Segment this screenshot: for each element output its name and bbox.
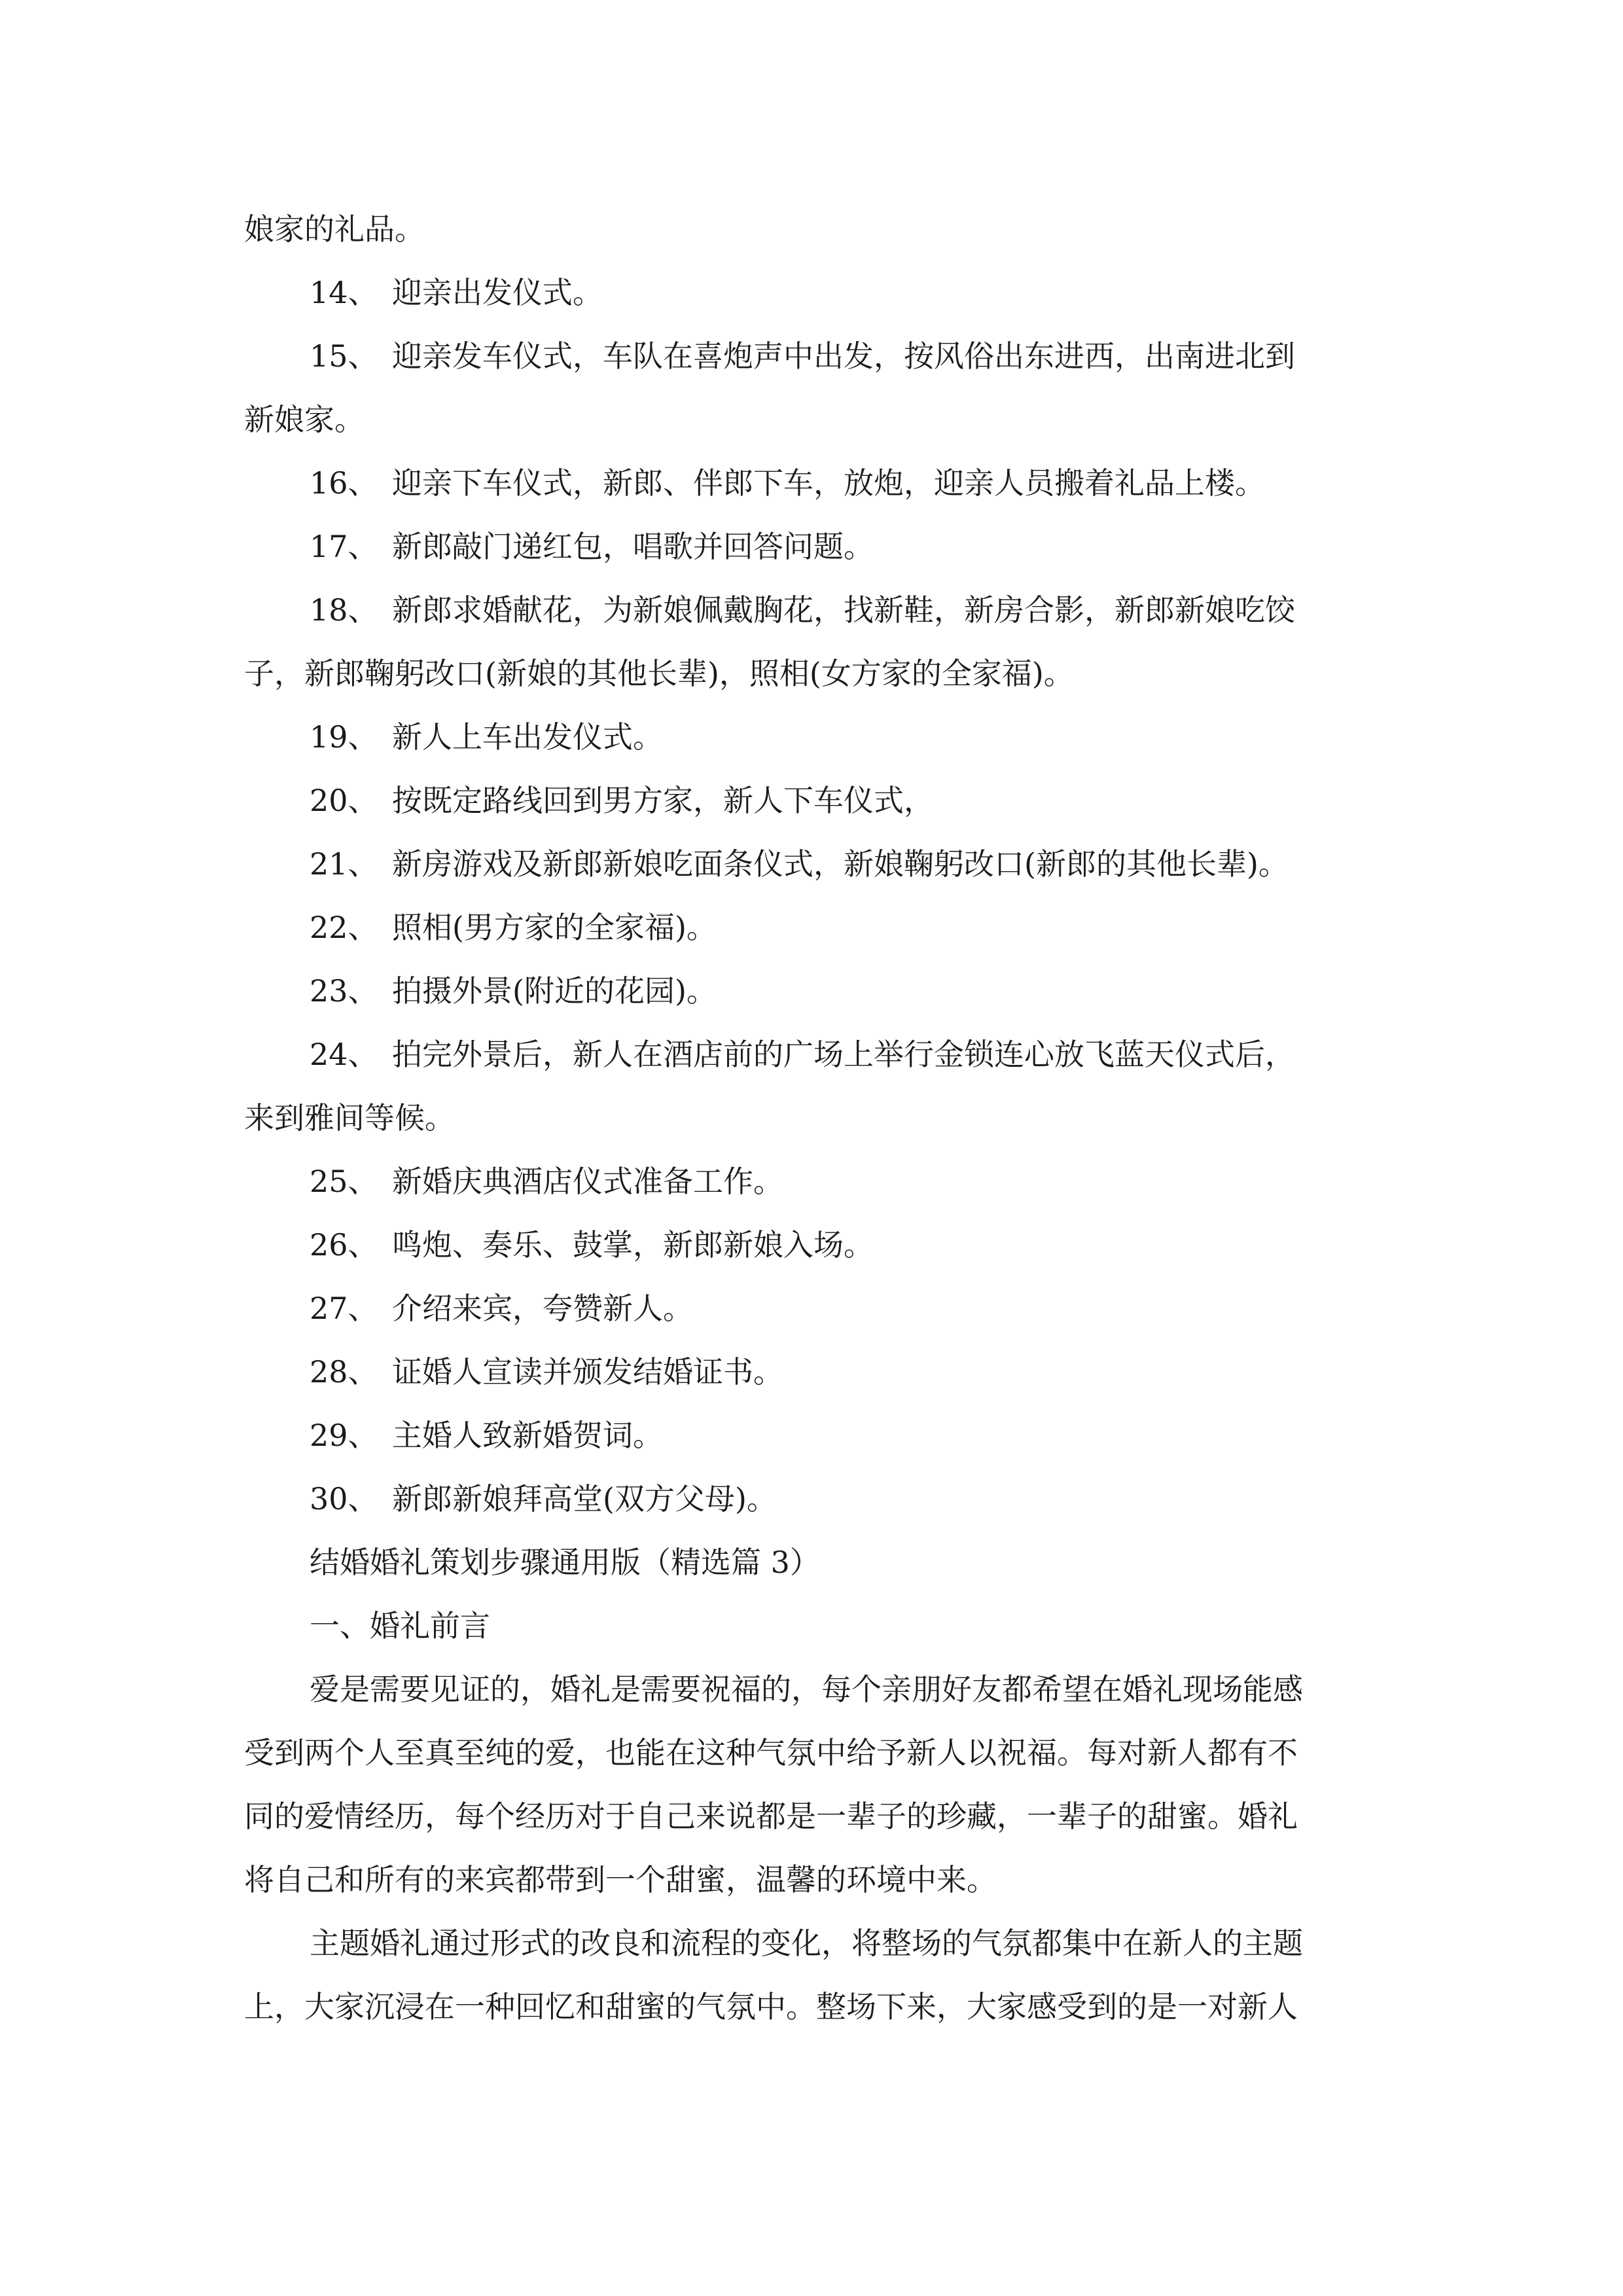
step-text: 拍完外景后，新人在酒店前的广场上举行金锁连心放飞蓝天仪式后， — [392, 1037, 1295, 1072]
step-text: 新房游戏及新郎新娘吃面条仪式，新娘鞠躬改口(新郎的其他长辈)。 — [392, 846, 1289, 882]
paragraph-line: 上，大家沉浸在一种回忆和甜蜜的气氛中。整场下来，大家感受到的是一对新人 — [244, 1989, 1298, 2024]
step-text: 迎亲发车仪式，车队在喜炮声中出发，按风俗出东进西，出南进北到 — [392, 338, 1295, 374]
step-item — [244, 833, 1380, 896]
step-text: 新人上车出发仪式。 — [392, 719, 663, 755]
step-number: 18、 — [310, 592, 378, 628]
step-item — [244, 1340, 1380, 1404]
step-number: 15、 — [310, 338, 378, 374]
step-number: 16、 — [310, 465, 378, 501]
step-number: 22、 — [310, 910, 378, 945]
document-body — [244, 198, 1380, 2039]
step-number: 28、 — [310, 1354, 378, 1390]
step-number: 29、 — [310, 1418, 378, 1453]
step-text: 新婚庆典酒店仪式准备工作。 — [392, 1164, 783, 1199]
step-text: 按既定路线回到男方家，新人下车仪式， — [392, 783, 934, 818]
step-text: 新郎新娘拜高堂(双方父母)。 — [392, 1481, 777, 1516]
preface-paragraphs — [244, 1658, 1380, 2039]
step-item-continuation — [244, 388, 1380, 452]
paragraph-line: 受到两个人至真至纯的爱，也能在这种气氛中给予新人以祝福。每对新人都有不 — [244, 1735, 1298, 1770]
step-text: 主婚人致新婚贺词。 — [392, 1418, 663, 1453]
step-text: 介绍来宾，夸赞新人。 — [392, 1291, 693, 1326]
step-item — [244, 325, 1380, 388]
step-text: 照相(男方家的全家福)。 — [392, 910, 717, 945]
step-item — [244, 1150, 1380, 1213]
step-item — [244, 896, 1380, 960]
step-number: 14、 — [310, 275, 378, 310]
step-text: 来到雅间等候。 — [244, 1100, 455, 1136]
step-item — [244, 706, 1380, 769]
step-item — [244, 769, 1380, 833]
step-text: 新郎求婚献花，为新娘佩戴胸花，找新鞋，新房合影，新郎新娘吃饺 — [392, 592, 1295, 628]
paragraph-line: 爱是需要见证的，婚礼是需要祝福的，每个亲朋好友都希望在婚礼现场能感 — [310, 1672, 1303, 1707]
step-number: 30、 — [310, 1481, 378, 1516]
step-text: 迎亲下车仪式，新郎、伴郎下车，放炮，迎亲人员搬着礼品上楼。 — [392, 465, 1265, 501]
step-number: 26、 — [310, 1227, 378, 1263]
step-text: 迎亲出发仪式。 — [392, 275, 603, 310]
step-item — [244, 452, 1380, 515]
step-number: 17、 — [310, 529, 378, 564]
step-number: 23、 — [310, 973, 378, 1009]
step-number: 24、 — [310, 1037, 378, 1072]
paragraph-line: 同的爱情经历，每个经历对于自己来说都是一辈子的珍藏，一辈子的甜蜜。婚礼 — [244, 1799, 1298, 1834]
step-number: 25、 — [310, 1164, 378, 1199]
step-item — [244, 1213, 1380, 1277]
subsection-title: 一、婚礼前言 — [310, 1608, 490, 1643]
step-number: 27、 — [310, 1291, 378, 1326]
step-text: 子，新郎鞠躬改口(新娘的其他长辈)，照相(女方家的全家福)。 — [244, 656, 1074, 691]
step-list — [244, 261, 1380, 1531]
step-text: 新郎敲门递红包，唱歌并回答问题。 — [392, 529, 874, 564]
paragraph-line: 将自己和所有的来宾都带到一个甜蜜，温馨的环境中来。 — [244, 1862, 997, 1897]
step-number: 21、 — [310, 846, 378, 882]
step-item — [244, 261, 1380, 325]
step-text: 拍摄外景(附近的花园)。 — [392, 973, 717, 1009]
section-title: 结婚婚礼策划步骤通用版（精选篇 3） — [310, 1545, 820, 1580]
step-item — [244, 1023, 1380, 1086]
step-item — [244, 579, 1380, 642]
step-item — [244, 1404, 1380, 1467]
step-text: 鸣炮、奏乐、鼓掌，新郎新娘入场。 — [392, 1227, 874, 1263]
step-item — [244, 1277, 1380, 1340]
continuation-text: 娘家的礼品。 — [244, 211, 425, 247]
step-item — [244, 515, 1380, 579]
step-number: 19、 — [310, 719, 378, 755]
step-item-continuation — [244, 642, 1380, 706]
step-item-continuation — [244, 1086, 1380, 1150]
step-text: 证婚人宣读并颁发结婚证书。 — [392, 1354, 783, 1390]
step-number: 20、 — [310, 783, 378, 818]
step-item — [244, 1467, 1380, 1531]
paragraph-line: 主题婚礼通过形式的改良和流程的变化，将整场的气氛都集中在新人的主题 — [310, 1926, 1303, 1961]
step-text: 新娘家。 — [244, 402, 365, 437]
step-item — [244, 960, 1380, 1023]
